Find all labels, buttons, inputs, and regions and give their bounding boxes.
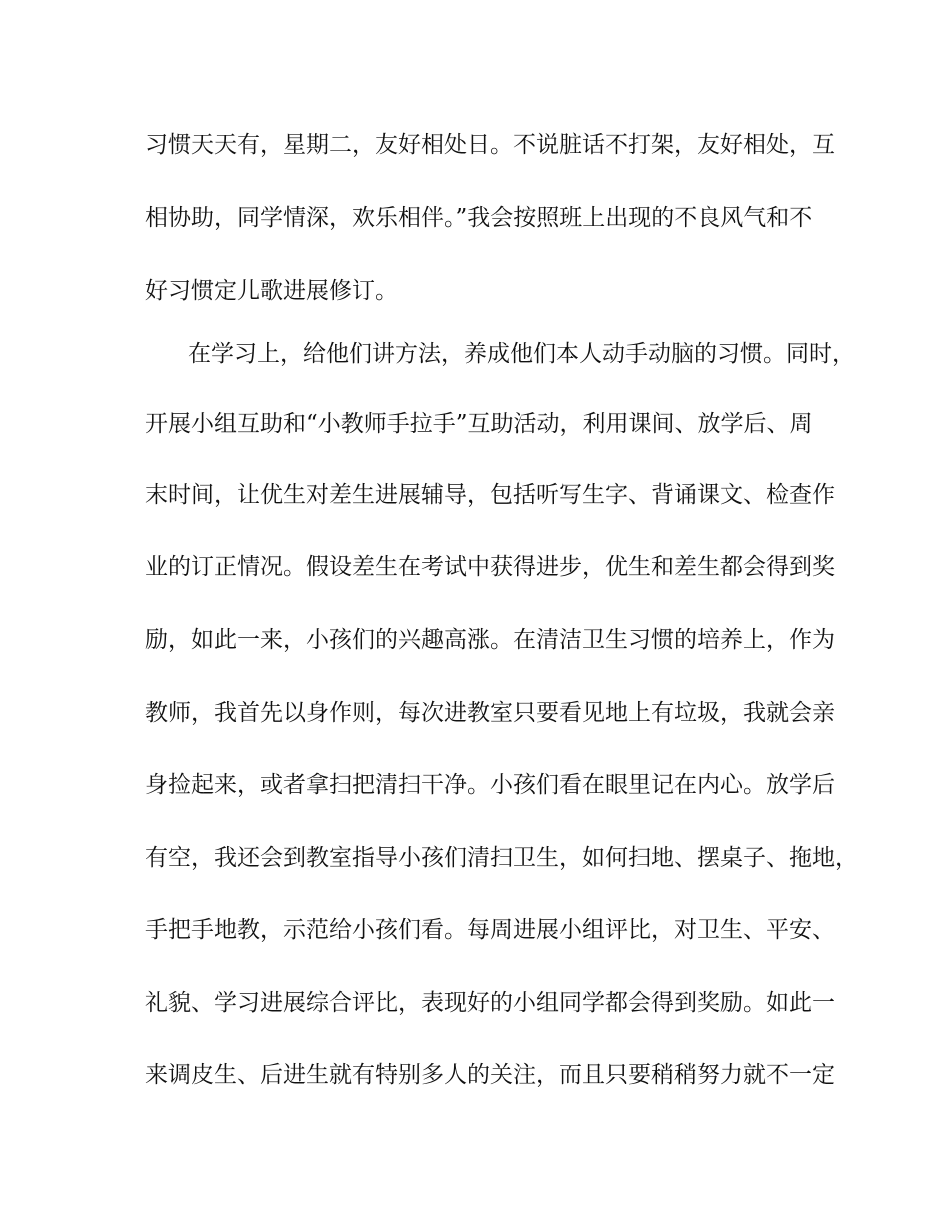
paragraph-first-line: 在学习上，给他们讲方法，养成他们本人动手动脑的习惯。同时， [188, 341, 855, 367]
text-line: 励，如此一来，小孩们的兴趣高涨。在清洁卫生习惯的培养上，作为 [145, 627, 835, 653]
text-line: 好习惯定儿歌进展修订。 [145, 278, 398, 304]
text-line: 礼貌、学习进展综合评比，表现好的小组同学都会得到奖励。如此一 [145, 990, 835, 1016]
text-line: 习惯天天有，星期二，友好相处日。不说脏话不打架，友好相处，互 [145, 132, 835, 158]
text-line: 身捡起来，或者拿扫把清扫干净。小孩们看在眼里记在内心。放学后 [145, 772, 835, 798]
text-line: 末时间，让优生对差生进展辅导，包括听写生字、背诵课文、检查作 [145, 482, 835, 508]
text-line: 相协助，同学情深，欢乐相伴。”我会按照班上出现的不良风气和不 [145, 205, 813, 231]
text-line: 来调皮生、后进生就有特别多人的关注，而且只要稍稍努力就不一定 [145, 1062, 835, 1088]
text-line: 教师，我首先以身作则，每次进教室只要看见地上有垃圾，我就会亲 [145, 700, 835, 726]
text-line: 有空，我还会到教室指导小孩们清扫卫生，如何扫地、摆桌子、拖地， [145, 845, 858, 871]
text-line: 开展小组互助和“小教师手拉手”互助活动，利用课间、放学后、周 [145, 411, 813, 437]
text-line: 业的订正情况。假设差生在考试中获得进步，优生和差生都会得到奖 [145, 554, 835, 580]
text-line: 手把手地教，示范给小孩们看。每周进展小组评比，对卫生、平安、 [145, 917, 835, 943]
